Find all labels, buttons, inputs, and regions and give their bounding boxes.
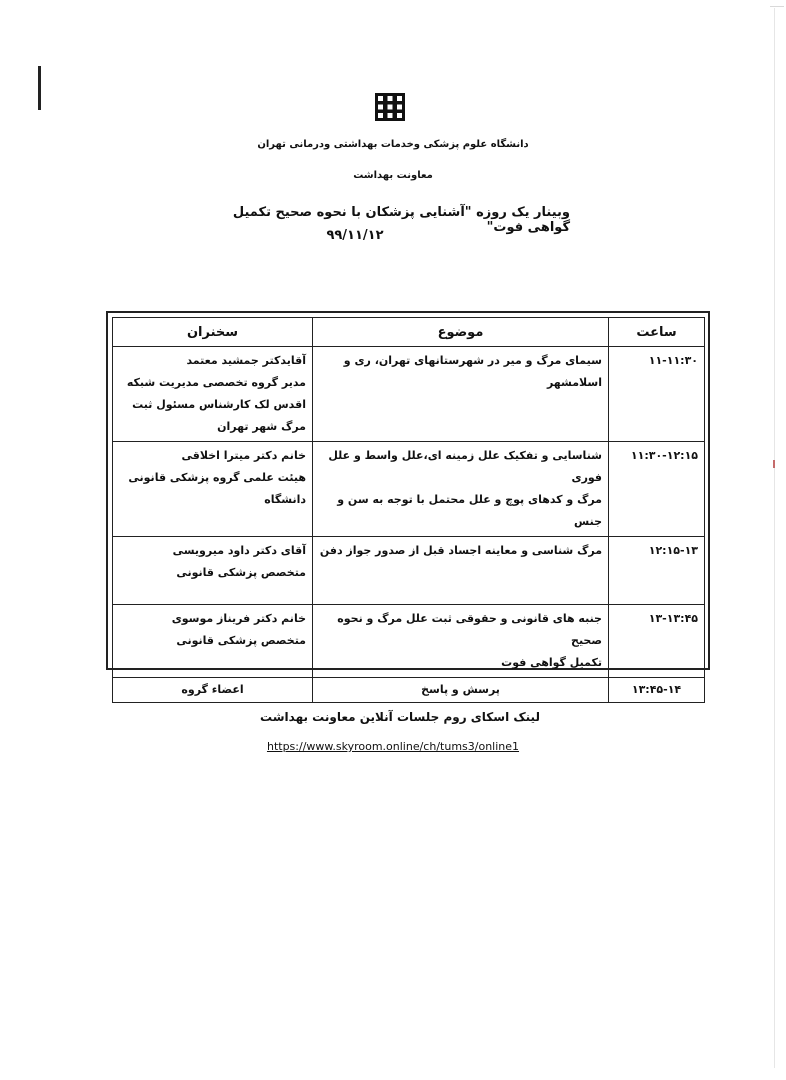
column-header-speaker: سخنران — [113, 318, 313, 347]
page-edge-line — [774, 8, 775, 1068]
time-cell: ۱۱-۱۱:۳۰ — [609, 347, 705, 442]
column-header-time: ساعت — [609, 318, 705, 347]
speaker-cell — [113, 678, 313, 703]
topic-cell — [313, 347, 609, 442]
university-logo-icon — [375, 93, 405, 121]
speaker-line: خانم دکتر میترا اخلاقی — [181, 449, 306, 462]
topic-line: جنبه های قانونی و حقوقی ثبت علل مرگ و نحوه صحیح — [337, 612, 602, 647]
speaker-line: مدیر گروه تخصصی مدیریت شبکه — [126, 376, 306, 389]
speaker-cell — [113, 347, 313, 442]
topic-line: تکمیل گواهی فوت — [501, 656, 602, 669]
table-row — [113, 347, 705, 442]
topic-line: پرسش و پاسخ — [421, 683, 500, 696]
speaker-line: آقایدکتر جمشید معتمد — [186, 354, 306, 367]
topic-line: اسلامشهر — [546, 376, 602, 389]
topic-cell — [313, 605, 609, 678]
skyroom-link-title: لینک اسکای روم جلسات آنلاین معاونت بهداشت — [260, 710, 540, 724]
university-name: دانشگاه علوم پزشکی وخدمات بهداشتی ودرمانی تهران — [257, 139, 529, 150]
speaker-line: آقای دکتر داود میرویسی — [172, 544, 306, 557]
speaker-line: خانم دکتر فریناز موسوی — [171, 612, 306, 625]
topic-line: مرگ و کدهای پوچ و علل محتمل با توجه به سن و جنس — [337, 493, 602, 528]
topic-cell — [313, 678, 609, 703]
skyroom-link[interactable]: https://www.skyroom.online/ch/tums3/online1 — [266, 740, 520, 753]
time-cell: ۱۳-۱۳:۴۵ — [609, 605, 705, 678]
time-cell: ۱۲:۱۵-۱۳ — [609, 537, 705, 605]
topic-cell — [313, 442, 609, 537]
speaker-cell — [113, 537, 313, 605]
speaker-line: متخصص پزشکی قانونی — [176, 566, 306, 579]
schedule-table — [112, 317, 705, 703]
speaker-line: هیئت علمی گروه پزشکی قانونی — [128, 471, 306, 484]
column-header-topic: موضوع — [313, 318, 609, 347]
speaker-line: دانشگاه — [264, 493, 306, 506]
topic-cell — [313, 537, 609, 605]
table-row — [113, 678, 705, 703]
topic-line: شناسایی و تفکیک علل زمینه ای،علل واسط و علل فوری — [328, 449, 602, 484]
topic-line: سیمای مرگ و میر در شهرستانهای تهران، ری و — [343, 354, 602, 367]
speaker-cell — [113, 442, 313, 537]
deputy-name: معاونت بهداشت — [353, 170, 433, 181]
table-header-row — [113, 318, 705, 347]
speaker-line: اقدس لک کارشناس مسئول ثبت — [132, 398, 306, 411]
time-cell: ۱۱:۳۰-۱۲:۱۵ — [609, 442, 705, 537]
webinar-title: وبینار یک روزه "آشنایی پزشکان با نحوه صحیح تکمیل گواهی فوت" — [232, 205, 570, 235]
table-row — [113, 605, 705, 678]
schedule-table-frame — [106, 311, 710, 696]
speaker-line: متخصص پزشکی قانونی — [176, 634, 306, 647]
scan-mark — [38, 66, 41, 110]
topic-line: مرگ شناسی و معاینه اجساد قبل از صدور جواز دفن — [319, 544, 602, 557]
table-row — [113, 442, 705, 537]
webinar-date: ۹۹/۱۱/۱۲ — [326, 228, 384, 243]
speaker-cell — [113, 605, 313, 678]
page-corner-mark — [770, 6, 784, 15]
speaker-line: اعضاء گروه — [181, 683, 244, 696]
table-row — [113, 537, 705, 605]
page-edge-dot — [773, 460, 775, 468]
speaker-line: مرگ شهر تهران — [217, 420, 306, 433]
time-cell: ۱۳:۴۵-۱۴ — [609, 678, 705, 703]
